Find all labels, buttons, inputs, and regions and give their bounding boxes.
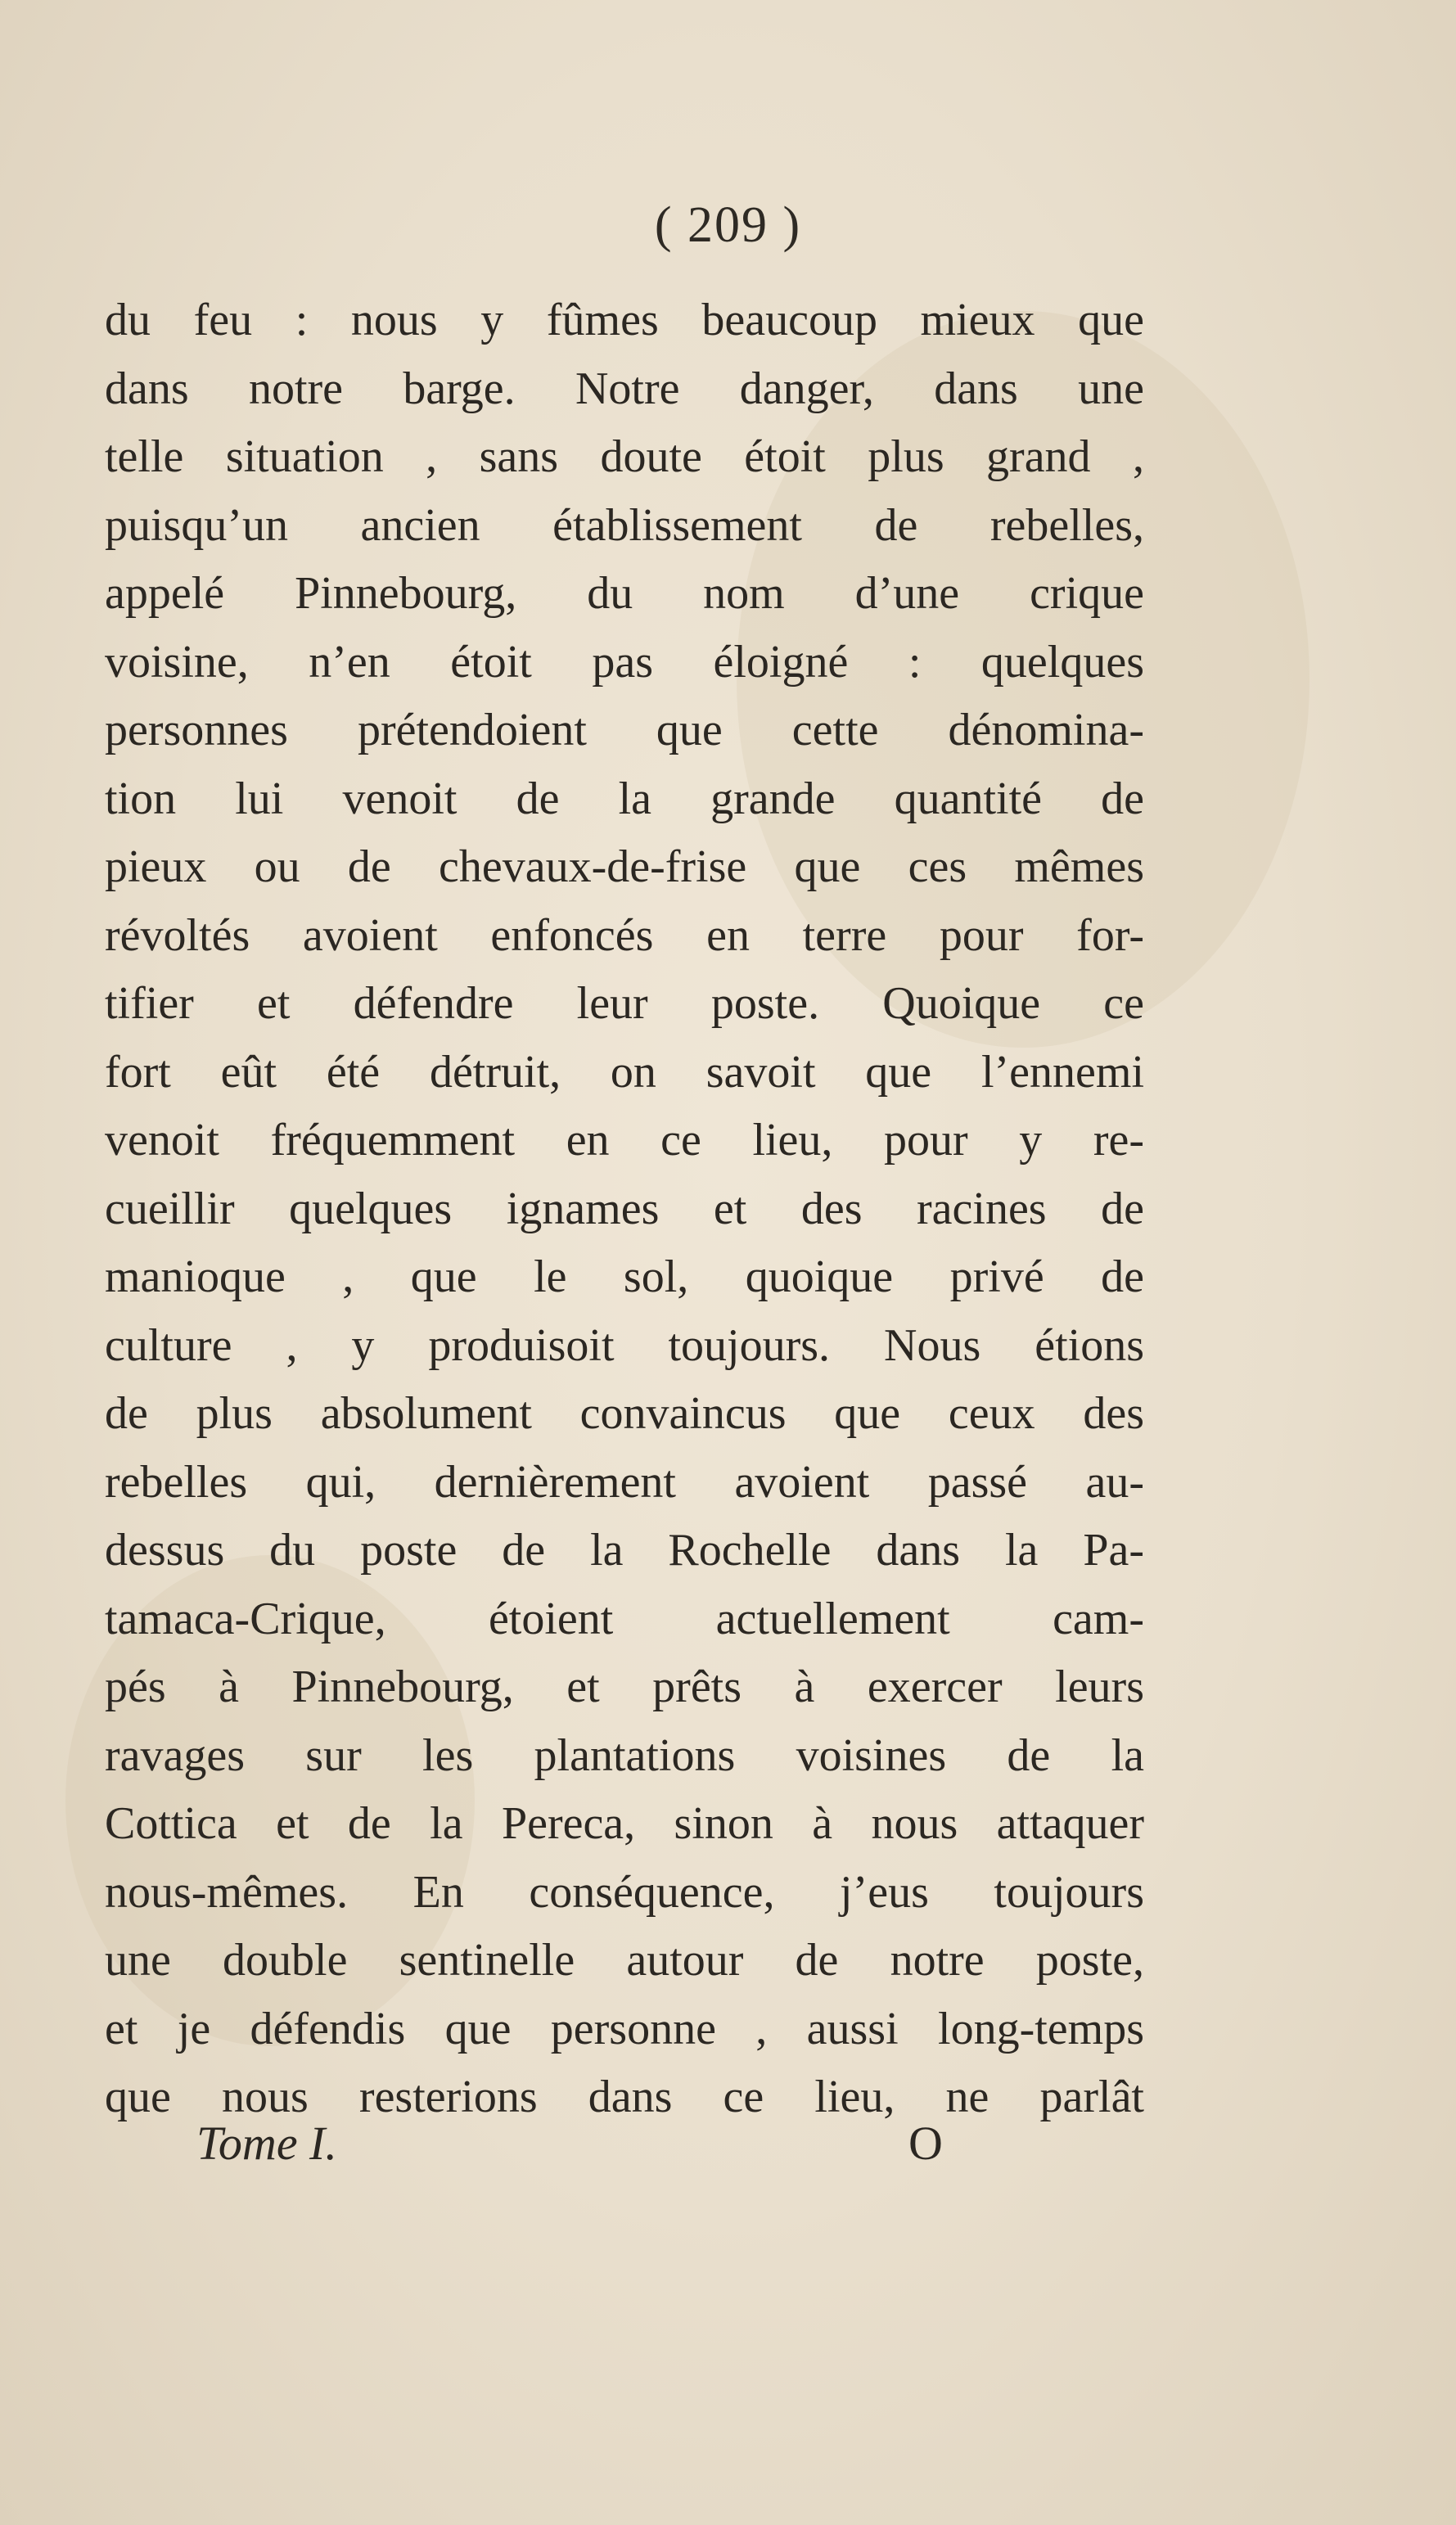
text-line: venoit fréquemment en ce lieu, pour y re- [105, 1115, 1144, 1166]
text-line: tifier et défendre leur poste. Quoique ce [105, 978, 1144, 1029]
text-line: rebelles qui, dernièrement avoient passé au- [105, 1456, 1144, 1508]
body-text [105, 286, 1144, 2132]
text-line: que nous resterions dans ce lieu, ne parlât [105, 2072, 1144, 2122]
text-line: ravages sur les plantations voisines de la [105, 1729, 1144, 1781]
text-line: pés à Pinnebourg, et prêts à exercer leurs [105, 1662, 1144, 1712]
text-line: telle situation , sans doute étoit plus grand , [105, 431, 1144, 482]
text-line: dessus du poste de la Rochelle dans la Pa- [105, 1525, 1144, 1576]
text-line: révoltés avoient enfoncés en terre pour for- [105, 909, 1144, 961]
text-line: Cottica et de la Pereca, sinon à nous attaquer [105, 1798, 1144, 1849]
text-line: pieux ou de chevaux-de-frise que ces mêmes [105, 841, 1144, 892]
text-line: nous-mêmes. En conséquence, j’eus toujours [105, 1866, 1144, 1918]
page-footer [0, 2116, 1456, 2189]
text-line: dans notre barge. Notre danger, dans une [105, 363, 1144, 414]
text-line: tamaca-Crique, étoient actuellement cam- [105, 1593, 1144, 1644]
text-line: appelé Pinnebourg, du nom d’une crique [105, 568, 1144, 619]
text-line: du feu : nous y fûmes beaucoup mieux que [105, 295, 1144, 345]
text-line: et je défendis que personne , aussi long-temps [105, 2003, 1144, 2054]
text-line: de plus absolument convaincus que ceux des [105, 1388, 1144, 1439]
text-line: fort eût été détruit, on savoit que l’ennemi [105, 1046, 1144, 1098]
text-line: tion lui venoit de la grande quantité de [105, 773, 1144, 824]
text-line: cueillir quelques ignames et des racines de [105, 1183, 1144, 1234]
text-line: personnes prétendoient que cette dénomina- [105, 705, 1144, 755]
text-line: puisqu’un ancien établissement de rebelles, [105, 499, 1144, 551]
text-line: une double sentinelle autour de notre poste, [105, 1935, 1144, 1986]
volume-label: Tome I. [196, 2117, 337, 2170]
text-line: voisine, n’en étoit pas éloigné : quelques [105, 636, 1144, 688]
text-line: culture , y produisoit toujours. Nous étions [105, 1319, 1144, 1371]
page-number: ( 209 ) [654, 197, 802, 253]
signature-mark: O [908, 2117, 943, 2170]
text-line: manioque , que le sol, quoique privé de [105, 1251, 1144, 1302]
